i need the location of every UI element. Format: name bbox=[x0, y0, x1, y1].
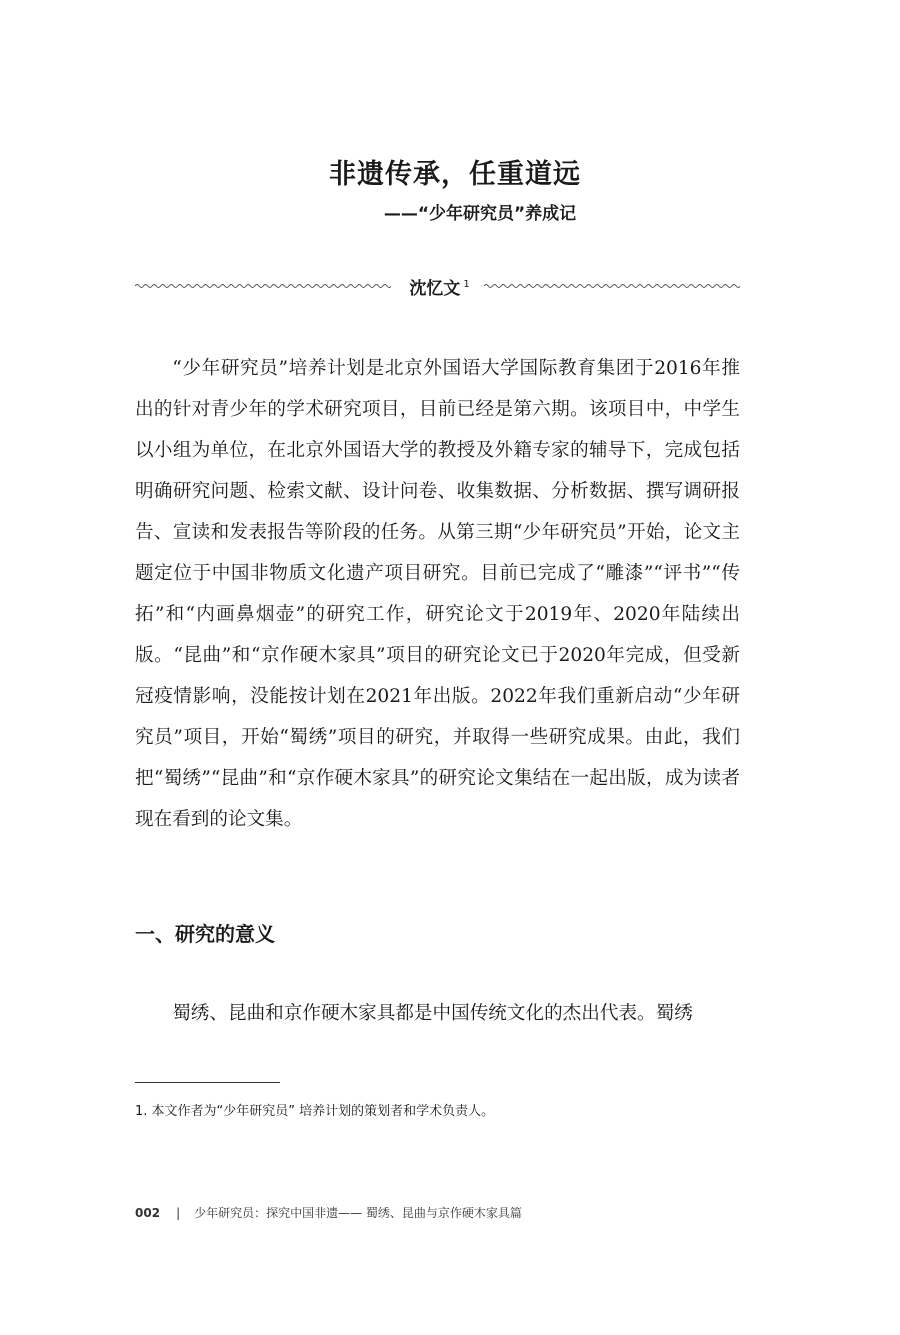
page-number: 002 bbox=[135, 1205, 161, 1220]
footnote-marker[interactable]: 1 bbox=[463, 278, 470, 290]
section-first-line: 蜀绣、昆曲和京作硬木家具都是中国传统文化的杰出代表。蜀绣 bbox=[172, 1003, 693, 1024]
right-wavy-rule bbox=[484, 282, 740, 290]
intro-paragraph: “少年研究员”培养计划是北京外国语大学国际教育集团于2016年推出的针对青少年的学术研究项目，目前已经是第六期。该项目中，中学生以小组为单位，在北京外国语大学的教授及外籍专家的辅导下，完成包括明确研究问题、检索文献、设计问卷、收集数据、分析数据、撰写调研报告、宣读和发表报告等阶段的任务。从第三期“少年研究员”开始，论文主题定位于中国非物质文化遗产项目研究。目前已完成了“雕漆”“评书”“传拓”和“内画鼻烟壶”的研究工作，研究论文于2019年、2020年陆续出版。“昆曲”和“京作硬木家具”项目的研究论文已于2020年完成，但受新冠疫情影响，没能按计划在2021年出版。2022年我们重新启动“少年研究员”项目，开始“蜀绣”项目的研究，并取得一些研究成果。由此，我们把“蜀绣”“昆曲”和“京作硬木家具”的研究论文集结在一起出版，成为读者现在看到的论文集。 bbox=[135, 358, 740, 830]
article-title: 非遗传承，任重道远 bbox=[329, 159, 581, 190]
footnote: 1. 本文作者为“少年研究员” 培养计划的策划者和学术负责人。 bbox=[135, 1104, 495, 1119]
author-name: 沈忆文 $^1$ bbox=[409, 278, 470, 299]
footer-separator: | bbox=[176, 1205, 181, 1220]
left-wavy-rule bbox=[135, 282, 391, 290]
article-subtitle: ——“少年研究员”养成记 bbox=[383, 204, 577, 224]
footnote-divider bbox=[135, 1082, 280, 1083]
page-footer bbox=[135, 1204, 522, 1221]
author-byline bbox=[135, 272, 740, 300]
intro-body bbox=[135, 348, 740, 840]
section-heading: 一、研究的意义 bbox=[135, 922, 275, 946]
section-body bbox=[135, 993, 740, 1034]
running-book-title: 少年研究员：探究中国非遗—— 蜀绣、昆曲与京作硬木家具篇 bbox=[194, 1206, 522, 1220]
